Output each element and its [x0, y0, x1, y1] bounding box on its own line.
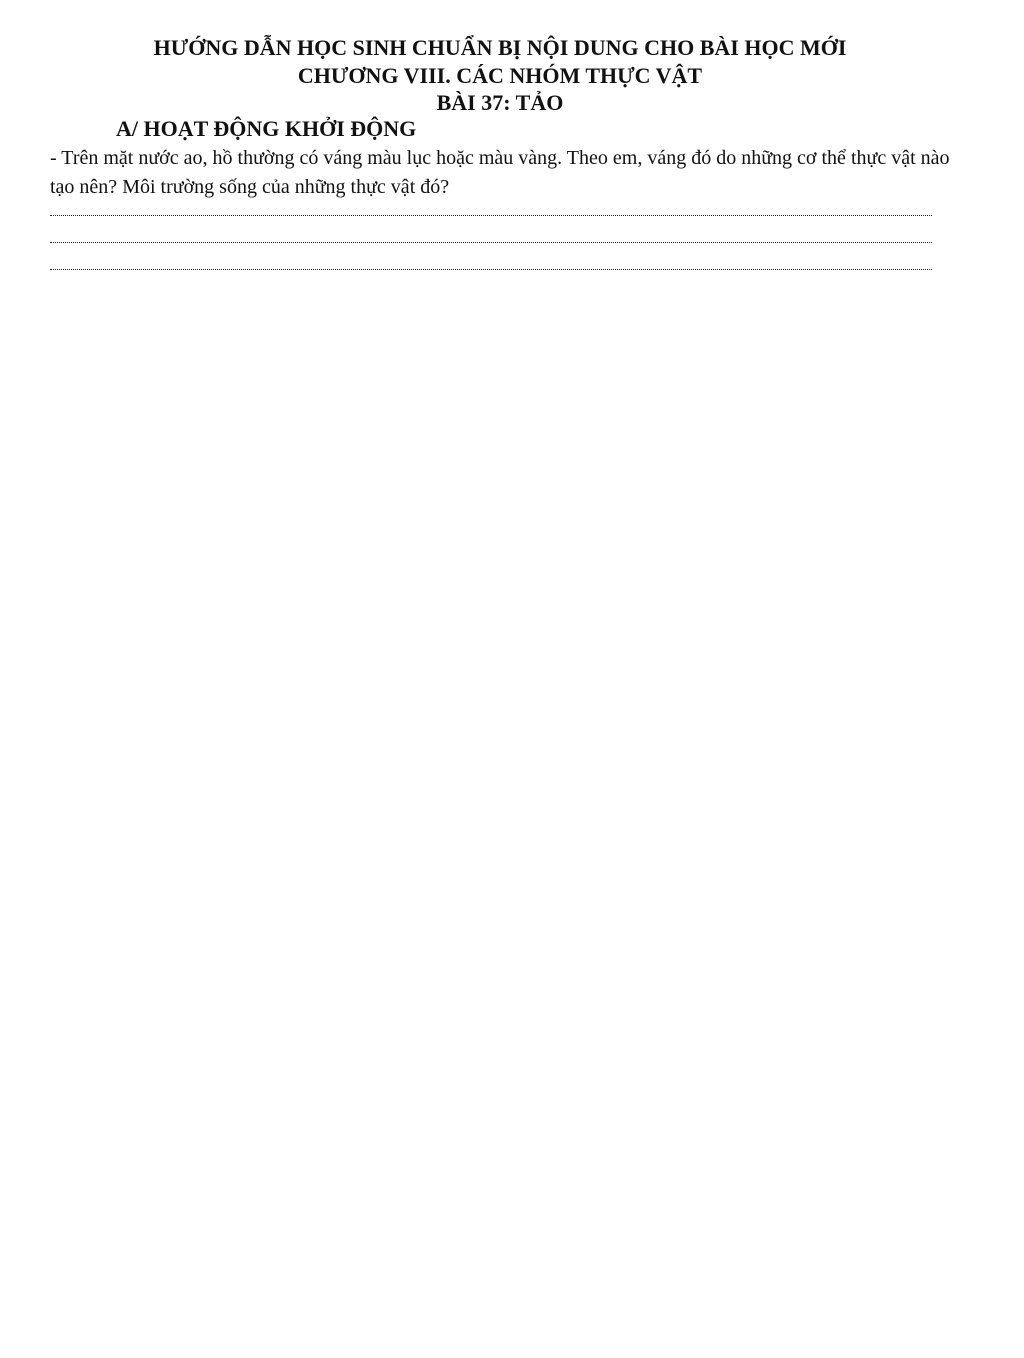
question-text: - Trên mặt nước ao, hồ thường có váng màu lục hoặc màu vàng. Theo em, váng đó do những cơ thể thực vật nào tạo nên? Môi trường sống của những thực vật đó? — [50, 147, 950, 198]
chapter-title: CHƯƠNG VIII. CÁC NHÓM THỰC VẬT — [297, 63, 703, 88]
answer-line[interactable] — [50, 269, 932, 270]
section-heading: A/ HOẠT ĐỘNG KHỞI ĐỘNG — [116, 116, 417, 141]
document-title: HƯỚNG DẪN HỌC SINH CHUẨN BỊ NỘI DUNG CHO BÀI HỌC MỚI — [153, 35, 847, 60]
answer-line[interactable] — [50, 242, 932, 243]
lesson-title: BÀI 37: TẢO — [436, 90, 564, 115]
answer-line[interactable] — [50, 215, 932, 216]
